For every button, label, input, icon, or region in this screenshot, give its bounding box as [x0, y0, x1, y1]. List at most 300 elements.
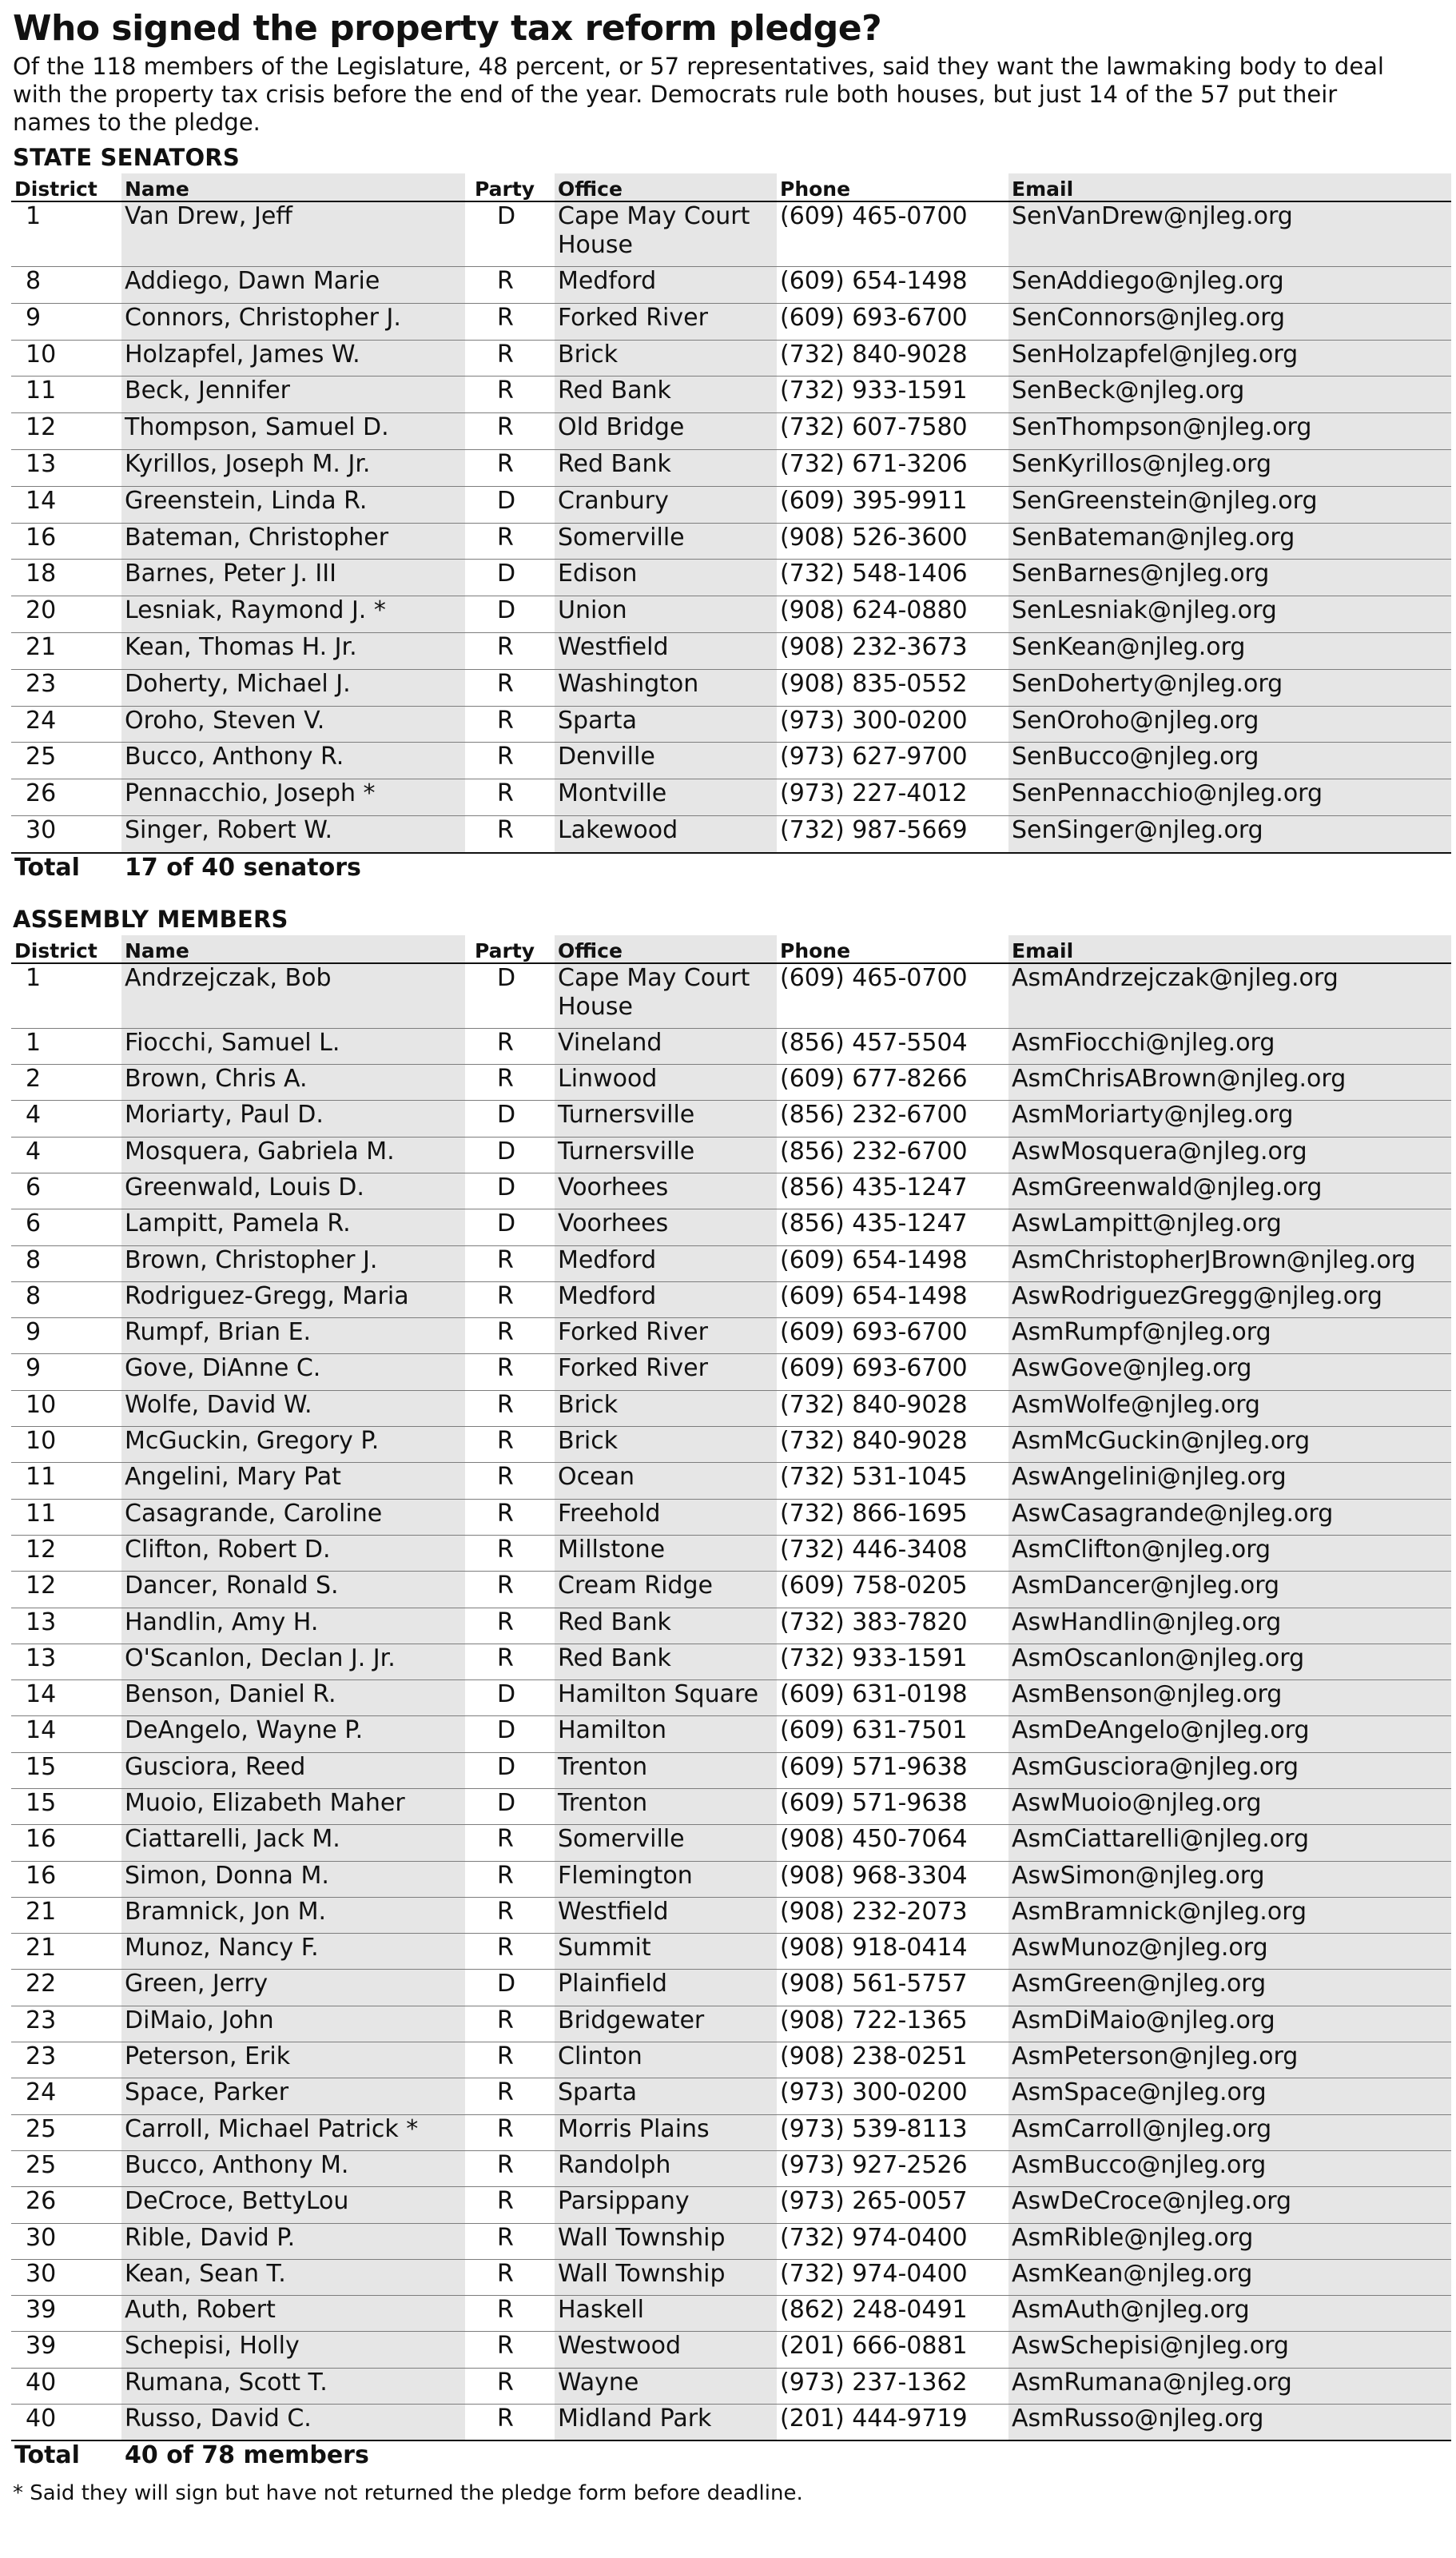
assembly-member-phone-cell: (856) 435-1247 [777, 1173, 1008, 1209]
assembly-member-email-cell: AsmAndrzejczak@njleg.org [1008, 963, 1451, 1029]
senator-name-cell: Van Drew, Jeff [121, 201, 465, 267]
assembly-member-district-cell: 23 [11, 2006, 121, 2042]
assembly-member-name-cell: Rumpf, Brian E. [121, 1318, 465, 1354]
assembly-member-district-cell: 8 [11, 1281, 121, 1317]
senator-district-cell: 21 [11, 632, 121, 669]
assembly-member-row [11, 1463, 1451, 1499]
senator-row [11, 340, 1451, 377]
assembly-member-email-cell: AsmChristopherJBrown@njleg.org [1008, 1245, 1451, 1281]
senator-district-cell: 23 [11, 669, 121, 706]
senator-email-cell: SenSinger@njleg.org [1008, 815, 1451, 852]
senator-phone-cell: (973) 627-9700 [777, 743, 1008, 779]
assembly-member-email-cell: AsmMoriarty@njleg.org [1008, 1101, 1451, 1137]
assembly-member-office-cell: Millstone [555, 1535, 777, 1571]
assembly-member-phone-cell: (732) 933-1591 [777, 1644, 1008, 1679]
senator-email-cell: SenBarnes@njleg.org [1008, 560, 1451, 596]
assembly-member-phone-cell: (973) 927-2526 [777, 2150, 1008, 2186]
assembly-member-party-cell: D [465, 1173, 555, 1209]
assembly-member-party-cell: R [465, 1535, 555, 1571]
assembly-member-office-cell: Cape May Court House [555, 963, 777, 1029]
senator-office-cell: Old Bridge [555, 413, 777, 450]
senator-email-cell: SenDoherty@njleg.org [1008, 669, 1451, 706]
assembly-member-party-cell: R [465, 2187, 555, 2223]
assembly-member-office-cell: Wall Township [555, 2259, 777, 2295]
senator-office-cell: Union [555, 596, 777, 633]
assembly-member-name-cell: Mosquera, Gabriela M. [121, 1137, 465, 1173]
assembly-member-party-cell: R [465, 1897, 555, 1933]
assembly-member-office-cell: Midland Park [555, 2405, 777, 2441]
senator-name-cell: Doherty, Michael J. [121, 669, 465, 706]
assembly-member-row [11, 1680, 1451, 1716]
assembly-member-office-cell: Red Bank [555, 1608, 777, 1644]
assembly-member-email-cell: AsmChrisABrown@njleg.org [1008, 1065, 1451, 1101]
assembly-member-party-cell: D [465, 1788, 555, 1824]
assembly-member-party-cell: R [465, 1354, 555, 1390]
assembly-member-row [11, 1608, 1451, 1644]
assembly-member-phone-cell: (732) 866-1695 [777, 1499, 1008, 1535]
assembly-member-row [11, 1354, 1451, 1390]
senator-row [11, 560, 1451, 596]
senator-district-cell: 26 [11, 779, 121, 816]
assembly-member-email-cell: AswRodriguezGregg@njleg.org [1008, 1281, 1451, 1317]
assembly-member-row [11, 1209, 1451, 1245]
senator-name-cell: Thompson, Samuel D. [121, 413, 465, 450]
senator-party-cell: R [465, 449, 555, 486]
assembly-member-district-cell: 14 [11, 1680, 121, 1716]
senator-party-cell: R [465, 523, 555, 560]
assembly-member-party-cell: D [465, 1680, 555, 1716]
assembly-member-email-cell: AswDeCroce@njleg.org [1008, 2187, 1451, 2223]
assembly-member-name-cell: DiMaio, John [121, 2006, 465, 2042]
assembly-member-office-cell: Summit [555, 1934, 777, 1970]
senator-party-cell: R [465, 413, 555, 450]
senator-name-cell: Greenstein, Linda R. [121, 486, 465, 523]
assembly-member-district-cell: 1 [11, 1028, 121, 1064]
assembly-member-name-cell: O'Scanlon, Declan J. Jr. [121, 1644, 465, 1679]
senator-row [11, 523, 1451, 560]
assembly-member-phone-cell: (201) 444-9719 [777, 2405, 1008, 2441]
assembly-member-phone-cell: (973) 539-8113 [777, 2114, 1008, 2150]
assembly-member-row [11, 2405, 1451, 2441]
senator-phone-cell: (609) 395-9911 [777, 486, 1008, 523]
assembly-member-phone-cell: (856) 232-6700 [777, 1137, 1008, 1173]
assembly-member-party-cell: R [465, 1572, 555, 1608]
assembly-member-row [11, 1101, 1451, 1137]
assembly-member-name-cell: Carroll, Michael Patrick * [121, 2114, 465, 2150]
assembly-header-row [11, 935, 1451, 963]
assembly-member-phone-cell: (732) 840-9028 [777, 1427, 1008, 1463]
assembly-member-district-cell: 10 [11, 1390, 121, 1426]
senator-name-cell: Beck, Jennifer [121, 377, 465, 413]
assembly-member-phone-cell: (609) 465-0700 [777, 963, 1008, 1029]
assembly-member-phone-cell: (609) 571-9638 [777, 1788, 1008, 1824]
senator-email-cell: SenBateman@njleg.org [1008, 523, 1451, 560]
assembly-member-name-cell: Clifton, Robert D. [121, 1535, 465, 1571]
senator-phone-cell: (908) 232-3673 [777, 632, 1008, 669]
assembly-member-email-cell: AsmDiMaio@njleg.org [1008, 2006, 1451, 2042]
assembly-member-district-cell: 24 [11, 2078, 121, 2114]
assembly-member-office-cell: Hamilton [555, 1716, 777, 1752]
senator-email-cell: SenHolzapfel@njleg.org [1008, 340, 1451, 377]
senator-phone-cell: (732) 548-1406 [777, 560, 1008, 596]
assembly-member-phone-cell: (609) 654-1498 [777, 1281, 1008, 1317]
assembly-member-office-cell: Linwood [555, 1065, 777, 1101]
column-header-district: District [11, 173, 121, 201]
assembly-member-row [11, 1572, 1451, 1608]
assembly-member-party-cell: R [465, 2223, 555, 2259]
senator-office-cell: Sparta [555, 706, 777, 743]
senator-phone-cell: (908) 624-0880 [777, 596, 1008, 633]
assembly-member-district-cell: 12 [11, 1535, 121, 1571]
assembly-member-row [11, 2150, 1451, 2186]
assembly-member-name-cell: Gove, DiAnne C. [121, 1354, 465, 1390]
page [13, 0, 1443, 2507]
assembly-member-district-cell: 30 [11, 2223, 121, 2259]
assembly-member-office-cell: Freehold [555, 1499, 777, 1535]
assembly-member-office-cell: Haskell [555, 2296, 777, 2332]
assembly-member-row [11, 2187, 1451, 2223]
assembly-member-office-cell: Voorhees [555, 1209, 777, 1245]
senator-phone-cell: (973) 227-4012 [777, 779, 1008, 816]
senator-phone-cell: (732) 671-3206 [777, 449, 1008, 486]
assembly-member-district-cell: 30 [11, 2259, 121, 2295]
senator-phone-cell: (973) 300-0200 [777, 706, 1008, 743]
assembly-member-row [11, 1281, 1451, 1317]
assembly-member-name-cell: Wolfe, David W. [121, 1390, 465, 1426]
assembly-member-row [11, 2368, 1451, 2404]
assembly-member-name-cell: Peterson, Erik [121, 2042, 465, 2078]
assembly-member-office-cell: Turnersville [555, 1101, 777, 1137]
assembly-member-district-cell: 13 [11, 1644, 121, 1679]
assembly-member-district-cell: 15 [11, 1752, 121, 1788]
senator-name-cell: Singer, Robert W. [121, 815, 465, 852]
assembly-member-party-cell: R [465, 1861, 555, 1897]
assembly-table [11, 935, 1451, 2479]
assembly-member-email-cell: AsmGreenwald@njleg.org [1008, 1173, 1451, 1209]
senator-district-cell: 24 [11, 706, 121, 743]
assembly-member-district-cell: 22 [11, 1970, 121, 2006]
assembly-member-district-cell: 14 [11, 1716, 121, 1752]
assembly-member-office-cell: Wall Township [555, 2223, 777, 2259]
assembly-member-email-cell: AsmWolfe@njleg.org [1008, 1390, 1451, 1426]
assembly-member-party-cell: R [465, 2150, 555, 2186]
assembly-rows [11, 963, 1451, 2441]
assembly-total-value: 40 of 78 members [121, 2440, 1451, 2478]
assembly-member-row [11, 1825, 1451, 1861]
assembly-member-office-cell: Flemington [555, 1861, 777, 1897]
senate-total-row [11, 853, 1451, 891]
assembly-member-office-cell: Bridgewater [555, 2006, 777, 2042]
assembly-member-name-cell: Schepisi, Holly [121, 2332, 465, 2368]
assembly-member-email-cell: AswHandlin@njleg.org [1008, 1608, 1451, 1644]
assembly-member-email-cell: AsmAuth@njleg.org [1008, 2296, 1451, 2332]
assembly-member-office-cell: Clinton [555, 2042, 777, 2078]
assembly-member-row [11, 1897, 1451, 1933]
assembly-member-phone-cell: (908) 722-1365 [777, 2006, 1008, 2042]
assembly-member-district-cell: 13 [11, 1608, 121, 1644]
assembly-member-district-cell: 4 [11, 1137, 121, 1173]
intro-paragraph: Of the 118 members of the Legislature, 48 percent, or 57 representatives, said they want the lawmaking body to deal with the property tax crisis before the end of the year. Democrats rule both houses, but just 14 of the 57 put their names to the pledge. [13, 53, 1384, 136]
assembly-member-office-cell: Trenton [555, 1752, 777, 1788]
senator-email-cell: SenLesniak@njleg.org [1008, 596, 1451, 633]
assembly-member-phone-cell: (609) 677-8266 [777, 1065, 1008, 1101]
assembly-member-district-cell: 15 [11, 1788, 121, 1824]
assembly-member-phone-cell: (862) 248-0491 [777, 2296, 1008, 2332]
assembly-member-row [11, 1390, 1451, 1426]
assembly-member-phone-cell: (201) 666-0881 [777, 2332, 1008, 2368]
senate-section-title: STATE SENATORS [13, 144, 240, 171]
assembly-member-email-cell: AsmRumpf@njleg.org [1008, 1318, 1451, 1354]
assembly-member-row [11, 1970, 1451, 2006]
senator-email-cell: SenGreenstein@njleg.org [1008, 486, 1451, 523]
assembly-member-office-cell: Turnersville [555, 1137, 777, 1173]
senator-row [11, 486, 1451, 523]
assembly-member-party-cell: R [465, 2259, 555, 2295]
assembly-member-name-cell: Casagrande, Caroline [121, 1499, 465, 1535]
assembly-member-office-cell: Hamilton Square [555, 1680, 777, 1716]
senator-email-cell: SenKean@njleg.org [1008, 632, 1451, 669]
assembly-member-phone-cell: (609) 758-0205 [777, 1572, 1008, 1608]
assembly-member-party-cell: R [465, 2042, 555, 2078]
assembly-member-email-cell: AsmKean@njleg.org [1008, 2259, 1451, 2295]
assembly-member-name-cell: Moriarty, Paul D. [121, 1101, 465, 1137]
assembly-member-row [11, 2078, 1451, 2114]
assembly-member-name-cell: Dancer, Ronald S. [121, 1572, 465, 1608]
assembly-member-email-cell: AsmBramnick@njleg.org [1008, 1897, 1451, 1933]
senator-email-cell: SenThompson@njleg.org [1008, 413, 1451, 450]
assembly-member-party-cell: R [465, 2368, 555, 2404]
senator-row [11, 815, 1451, 852]
assembly-member-phone-cell: (732) 974-0400 [777, 2223, 1008, 2259]
assembly-member-party-cell: R [465, 1934, 555, 1970]
assembly-member-email-cell: AswCasagrande@njleg.org [1008, 1499, 1451, 1535]
assembly-member-office-cell: Plainfield [555, 1970, 777, 2006]
assembly-member-office-cell: Parsippany [555, 2187, 777, 2223]
senator-district-cell: 14 [11, 486, 121, 523]
assembly-member-office-cell: Wayne [555, 2368, 777, 2404]
assembly-member-party-cell: R [465, 1427, 555, 1463]
senate-total-value: 17 of 40 senators [121, 853, 1451, 891]
senator-district-cell: 25 [11, 743, 121, 779]
assembly-member-district-cell: 26 [11, 2187, 121, 2223]
senator-district-cell: 30 [11, 815, 121, 852]
senator-email-cell: SenAddiego@njleg.org [1008, 267, 1451, 304]
column-header-phone: Phone [777, 173, 1008, 201]
assembly-member-email-cell: AsmDancer@njleg.org [1008, 1572, 1451, 1608]
senator-district-cell: 10 [11, 340, 121, 377]
assembly-member-phone-cell: (609) 571-9638 [777, 1752, 1008, 1788]
assembly-member-email-cell: AsmRumana@njleg.org [1008, 2368, 1451, 2404]
assembly-member-row [11, 2114, 1451, 2150]
assembly-member-name-cell: Benson, Daniel R. [121, 1680, 465, 1716]
assembly-member-district-cell: 21 [11, 1934, 121, 1970]
assembly-member-name-cell: Andrzejczak, Bob [121, 963, 465, 1029]
assembly-member-row [11, 963, 1451, 1029]
assembly-member-party-cell: R [465, 1499, 555, 1535]
senator-office-cell: Lakewood [555, 815, 777, 852]
senator-party-cell: R [465, 267, 555, 304]
senator-office-cell: Forked River [555, 303, 777, 340]
senator-name-cell: Bateman, Christopher [121, 523, 465, 560]
senator-office-cell: Edison [555, 560, 777, 596]
senator-district-cell: 11 [11, 377, 121, 413]
assembly-member-email-cell: AswSchepisi@njleg.org [1008, 2332, 1451, 2368]
senator-email-cell: SenVanDrew@njleg.org [1008, 201, 1451, 267]
assembly-member-party-cell: R [465, 1390, 555, 1426]
assembly-member-email-cell: AsmCiattarelli@njleg.org [1008, 1825, 1451, 1861]
senator-name-cell: Kyrillos, Joseph M. Jr. [121, 449, 465, 486]
assembly-member-office-cell: Red Bank [555, 1644, 777, 1679]
assembly-member-office-cell: Forked River [555, 1318, 777, 1354]
assembly-member-row [11, 2006, 1451, 2042]
senator-name-cell: Holzapfel, James W. [121, 340, 465, 377]
senator-office-cell: Washington [555, 669, 777, 706]
assembly-member-district-cell: 1 [11, 963, 121, 1029]
assembly-member-phone-cell: (609) 631-0198 [777, 1680, 1008, 1716]
senator-row [11, 303, 1451, 340]
assembly-member-phone-cell: (609) 693-6700 [777, 1354, 1008, 1390]
assembly-member-phone-cell: (609) 693-6700 [777, 1318, 1008, 1354]
assembly-member-email-cell: AswLampitt@njleg.org [1008, 1209, 1451, 1245]
assembly-member-row [11, 1028, 1451, 1064]
senator-office-cell: Somerville [555, 523, 777, 560]
assembly-member-party-cell: D [465, 1137, 555, 1173]
senator-row [11, 267, 1451, 304]
senator-office-cell: Medford [555, 267, 777, 304]
assembly-member-district-cell: 25 [11, 2150, 121, 2186]
column-header-email: Email [1008, 173, 1451, 201]
senator-district-cell: 18 [11, 560, 121, 596]
assembly-member-district-cell: 2 [11, 1065, 121, 1101]
assembly-member-phone-cell: (732) 383-7820 [777, 1608, 1008, 1644]
senator-party-cell: R [465, 340, 555, 377]
senator-office-cell: Denville [555, 743, 777, 779]
assembly-member-office-cell: Randolph [555, 2150, 777, 2186]
assembly-member-row [11, 1752, 1451, 1788]
senator-party-cell: R [465, 303, 555, 340]
page-title: Who signed the property tax reform pledge? [13, 8, 882, 49]
assembly-section-title: ASSEMBLY MEMBERS [13, 905, 288, 933]
assembly-member-email-cell: AsmSpace@njleg.org [1008, 2078, 1451, 2114]
senator-name-cell: Bucco, Anthony R. [121, 743, 465, 779]
column-header-phone: Phone [777, 935, 1008, 963]
assembly-member-name-cell: Angelini, Mary Pat [121, 1463, 465, 1499]
column-header-office: Office [555, 935, 777, 963]
column-header-party: Party [465, 173, 555, 201]
assembly-member-office-cell: Forked River [555, 1354, 777, 1390]
assembly-member-party-cell: R [465, 1028, 555, 1064]
assembly-member-name-cell: Handlin, Amy H. [121, 1608, 465, 1644]
assembly-member-row [11, 1137, 1451, 1173]
assembly-member-district-cell: 25 [11, 2114, 121, 2150]
assembly-member-office-cell: Somerville [555, 1825, 777, 1861]
senator-row [11, 413, 1451, 450]
assembly-member-district-cell: 40 [11, 2368, 121, 2404]
assembly-member-name-cell: Brown, Chris A. [121, 1065, 465, 1101]
assembly-member-email-cell: AsmOscanlon@njleg.org [1008, 1644, 1451, 1679]
assembly-member-name-cell: Bramnick, Jon M. [121, 1897, 465, 1933]
senator-district-cell: 1 [11, 201, 121, 267]
senator-office-cell: Cape May Court House [555, 201, 777, 267]
assembly-member-name-cell: Ciattarelli, Jack M. [121, 1825, 465, 1861]
assembly-member-party-cell: R [465, 2296, 555, 2332]
assembly-member-district-cell: 39 [11, 2296, 121, 2332]
assembly-member-party-cell: D [465, 1752, 555, 1788]
senator-office-cell: Cranbury [555, 486, 777, 523]
assembly-member-party-cell: R [465, 1463, 555, 1499]
assembly-member-email-cell: AsmCarroll@njleg.org [1008, 2114, 1451, 2150]
senator-name-cell: Lesniak, Raymond J. * [121, 596, 465, 633]
assembly-member-phone-cell: (908) 968-3304 [777, 1861, 1008, 1897]
senator-phone-cell: (609) 465-0700 [777, 201, 1008, 267]
senator-phone-cell: (732) 840-9028 [777, 340, 1008, 377]
assembly-member-office-cell: Medford [555, 1245, 777, 1281]
assembly-member-name-cell: Rumana, Scott T. [121, 2368, 465, 2404]
senator-row [11, 596, 1451, 633]
assembly-member-district-cell: 6 [11, 1209, 121, 1245]
assembly-member-name-cell: Muoio, Elizabeth Maher [121, 1788, 465, 1824]
assembly-member-office-cell: Westwood [555, 2332, 777, 2368]
assembly-member-email-cell: AsmBucco@njleg.org [1008, 2150, 1451, 2186]
assembly-member-district-cell: 9 [11, 1354, 121, 1390]
assembly-member-office-cell: Westfield [555, 1897, 777, 1933]
assembly-member-email-cell: AsmFiocchi@njleg.org [1008, 1028, 1451, 1064]
column-header-party: Party [465, 935, 555, 963]
assembly-member-district-cell: 21 [11, 1897, 121, 1933]
assembly-member-party-cell: R [465, 1245, 555, 1281]
assembly-member-party-cell: R [465, 2332, 555, 2368]
assembly-member-district-cell: 23 [11, 2042, 121, 2078]
assembly-member-row [11, 2223, 1451, 2259]
senator-party-cell: R [465, 779, 555, 816]
assembly-member-email-cell: AsmGreen@njleg.org [1008, 1970, 1451, 2006]
senator-row [11, 632, 1451, 669]
assembly-member-phone-cell: (908) 232-2073 [777, 1897, 1008, 1933]
assembly-member-office-cell: Trenton [555, 1788, 777, 1824]
assembly-member-phone-cell: (908) 450-7064 [777, 1825, 1008, 1861]
assembly-member-name-cell: Munoz, Nancy F. [121, 1934, 465, 1970]
senator-row [11, 449, 1451, 486]
assembly-member-district-cell: 39 [11, 2332, 121, 2368]
assembly-member-party-cell: R [465, 2114, 555, 2150]
senator-party-cell: D [465, 596, 555, 633]
assembly-member-row [11, 1535, 1451, 1571]
senator-email-cell: SenBucco@njleg.org [1008, 743, 1451, 779]
assembly-member-office-cell: Brick [555, 1427, 777, 1463]
senate-rows [11, 201, 1451, 853]
assembly-member-name-cell: Auth, Robert [121, 2296, 465, 2332]
senate-header-row [11, 173, 1451, 201]
senator-phone-cell: (908) 526-3600 [777, 523, 1008, 560]
assembly-member-party-cell: R [465, 1065, 555, 1101]
senator-phone-cell: (908) 835-0552 [777, 669, 1008, 706]
assembly-member-row [11, 1065, 1451, 1101]
assembly-member-name-cell: DeCroce, BettyLou [121, 2187, 465, 2223]
senator-party-cell: R [465, 669, 555, 706]
assembly-member-district-cell: 10 [11, 1427, 121, 1463]
senator-office-cell: Red Bank [555, 449, 777, 486]
senator-row [11, 743, 1451, 779]
assembly-member-email-cell: AswMosquera@njleg.org [1008, 1137, 1451, 1173]
assembly-member-name-cell: Gusciora, Reed [121, 1752, 465, 1788]
assembly-member-row [11, 1644, 1451, 1679]
senator-row [11, 706, 1451, 743]
assembly-member-district-cell: 9 [11, 1318, 121, 1354]
assembly-member-email-cell: AswMuoio@njleg.org [1008, 1788, 1451, 1824]
assembly-member-name-cell: Russo, David C. [121, 2405, 465, 2441]
senator-phone-cell: (732) 607-7580 [777, 413, 1008, 450]
assembly-member-phone-cell: (732) 446-3408 [777, 1535, 1008, 1571]
